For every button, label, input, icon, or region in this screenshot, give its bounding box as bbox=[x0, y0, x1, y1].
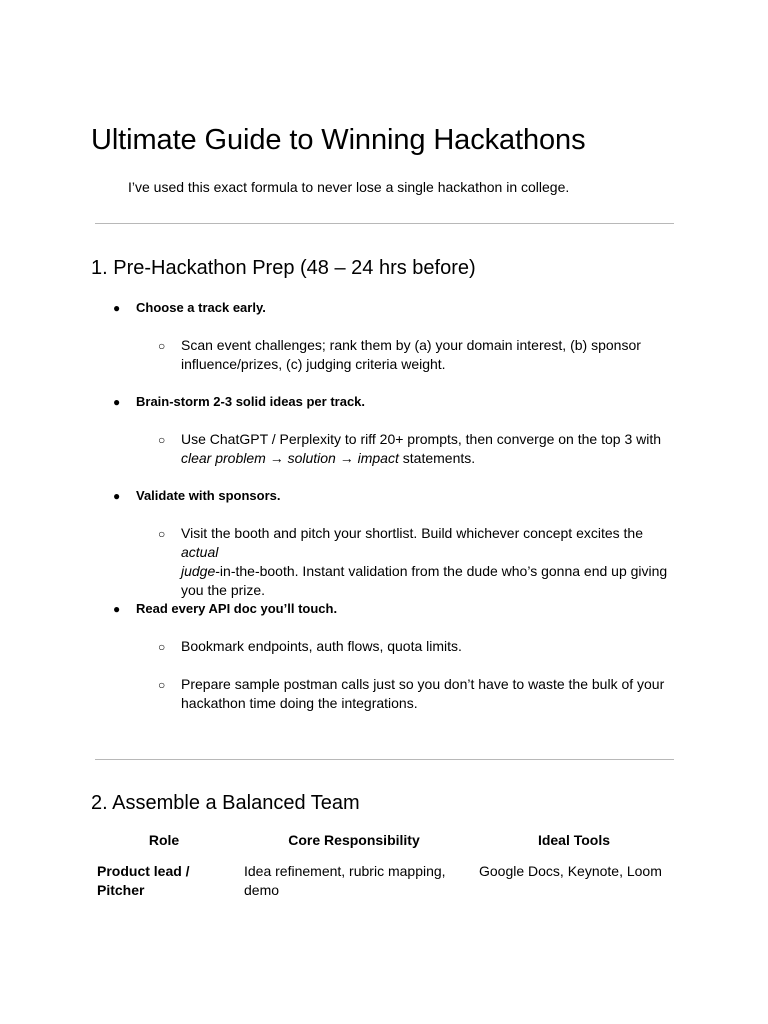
cell-line: Idea refinement, rubric mapping, bbox=[244, 863, 446, 879]
sub-item-line bbox=[181, 449, 678, 468]
sub-item-line: hackathon time doing the integrations. bbox=[181, 695, 418, 711]
bullet-icon: ● bbox=[113, 489, 121, 503]
table-header-responsibility: Core Responsibility bbox=[288, 832, 420, 848]
table-cell-tools: Google Docs, Keynote, Loom bbox=[479, 863, 662, 879]
bullet-title: Brain-storm 2-3 solid ideas per track. bbox=[136, 394, 366, 409]
table-cell-responsibility bbox=[244, 862, 466, 900]
bullet-title: Choose a track early. bbox=[136, 300, 266, 315]
bullet-title: Read every API doc you’ll touch. bbox=[136, 601, 338, 616]
table-header-tools: Ideal Tools bbox=[537, 832, 611, 848]
bullet-title: Validate with sponsors. bbox=[136, 488, 281, 503]
sub-item-line: Use ChatGPT / Perplexity to riff 20+ prompts, then converge on the top 3 with bbox=[181, 431, 662, 447]
section-heading-prep: 1. Pre-Hackathon Prep (48 – 24 hrs before) bbox=[91, 257, 476, 279]
cell-line: Product lead / bbox=[97, 863, 190, 879]
horizontal-divider bbox=[95, 223, 674, 224]
section-heading-team: 2. Assemble a Balanced Team bbox=[91, 792, 360, 814]
sub-item-text: -in-the-booth. Instant validation from the dude who’s gonna end up giving bbox=[215, 563, 668, 579]
sub-item-line bbox=[181, 562, 678, 581]
bullet-icon: ● bbox=[113, 301, 121, 315]
table-header-role: Role bbox=[148, 832, 180, 848]
sub-item-line: Prepare sample postman calls just so you don’t have to waste the bulk of your bbox=[181, 676, 665, 692]
sub-item-line: influence/prizes, (c) judging criteria weight. bbox=[181, 356, 446, 372]
sub-item-text: statements. bbox=[398, 450, 476, 466]
cell-line: demo bbox=[244, 882, 280, 898]
italic-phrase: clear problem → solution → impact bbox=[181, 450, 399, 466]
sub-item-line bbox=[181, 524, 678, 562]
document-title: Ultimate Guide to Winning Hackathons bbox=[91, 124, 586, 156]
circle-bullet-icon: ○ bbox=[158, 678, 166, 692]
circle-bullet-icon: ○ bbox=[158, 527, 166, 541]
italic-phrase: judge bbox=[181, 563, 216, 579]
circle-bullet-icon: ○ bbox=[158, 339, 166, 353]
italic-phrase: actual bbox=[181, 544, 219, 560]
sub-item-line: you the prize. bbox=[181, 582, 266, 598]
horizontal-divider bbox=[95, 759, 674, 760]
table-cell-role bbox=[97, 862, 233, 900]
intro-text: I’ve used this exact formula to never lose a single hackathon in college. bbox=[128, 179, 570, 195]
bullet-icon: ● bbox=[113, 602, 121, 616]
circle-bullet-icon: ○ bbox=[158, 433, 166, 447]
bullet-icon: ● bbox=[113, 395, 121, 409]
sub-item-line: Bookmark endpoints, auth flows, quota limits. bbox=[181, 638, 462, 654]
circle-bullet-icon: ○ bbox=[158, 640, 166, 654]
cell-line: Pitcher bbox=[97, 882, 145, 898]
sub-item-text: Visit the booth and pitch your shortlist. Build whichever concept excites the bbox=[181, 525, 643, 541]
sub-item-line: Scan event challenges; rank them by (a) your domain interest, (b) sponsor bbox=[181, 337, 641, 353]
